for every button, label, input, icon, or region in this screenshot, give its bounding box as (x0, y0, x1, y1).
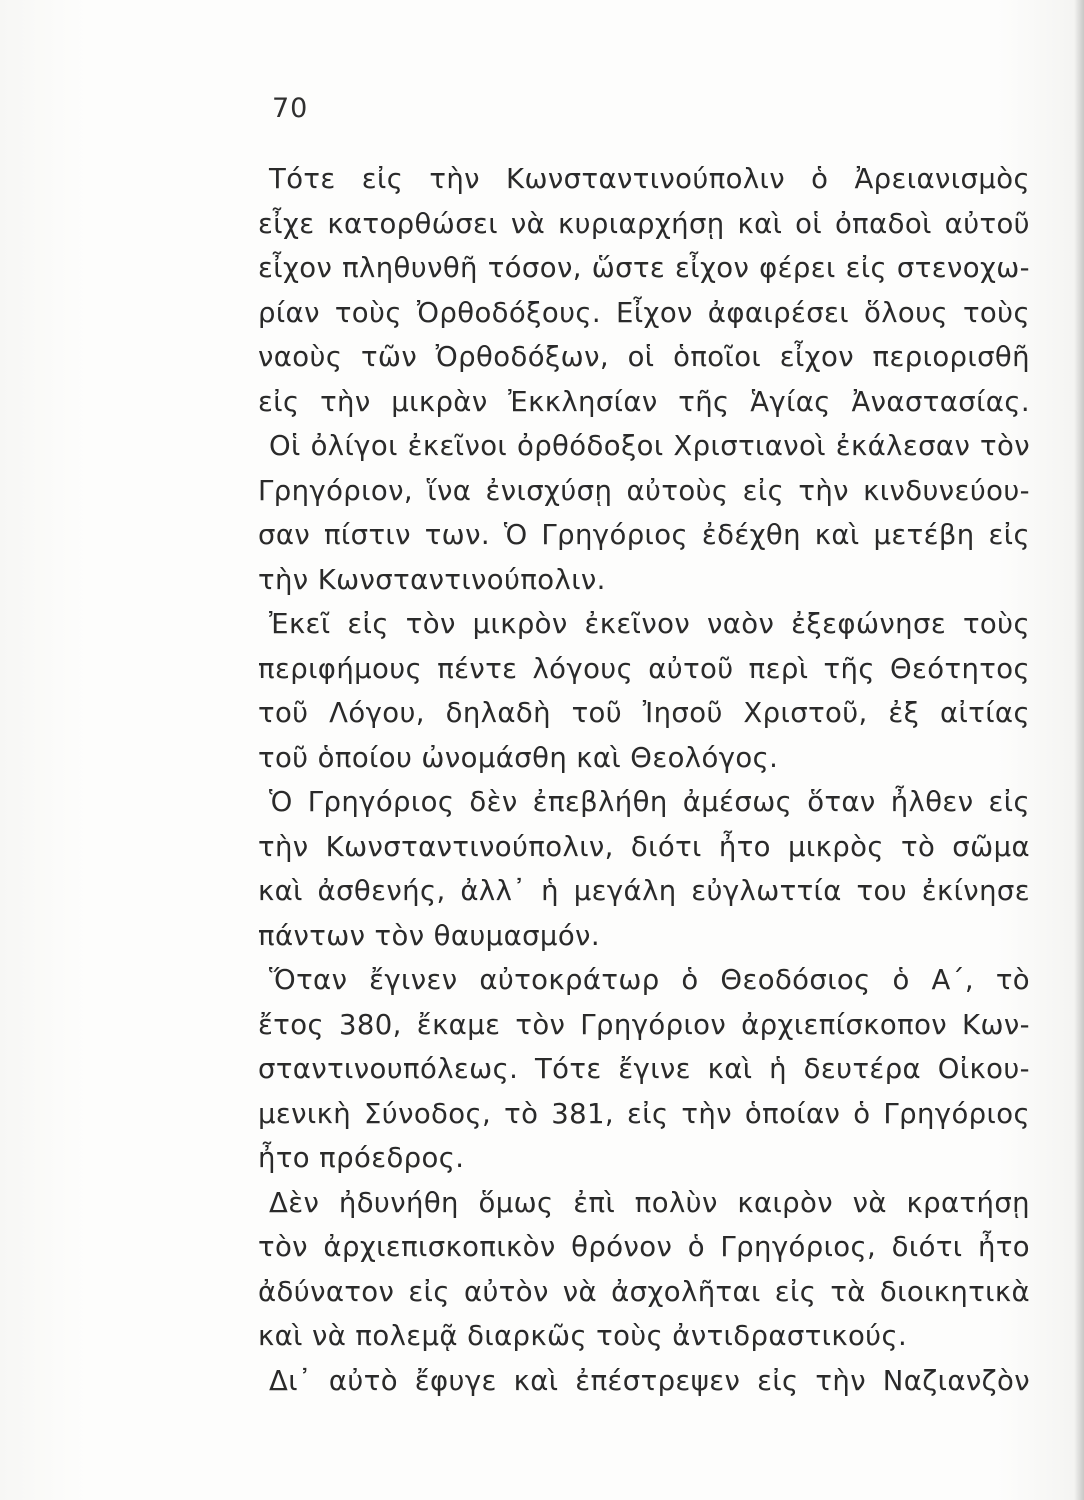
text-line: τὸν ἀρχιεπισκοπικὸν θρόνον ὁ Γρηγόριος, διότι ἦτο (258, 1231, 1030, 1263)
text-line: Γρηγόριον, ἵνα ἐνισχύσῃ αὐτοὺς εἰς τὴν κινδυνεύου- (258, 474, 1030, 507)
page-edge-shadow (1074, 0, 1084, 1500)
text-line: Τότε εἰς τὴν Κωνσταντινούπολιν ὁ Ἀρειανισμὸς (269, 163, 1030, 195)
text-line: ρίαν τοὺς Ὀρθοδόξους. Εἶχον ἀφαιρέσει ὅλους τοὺς (258, 296, 1030, 329)
text-line: τοῦ ὁποίου ὠνομάσθη καὶ Θεολόγος. (258, 741, 779, 774)
text-line: Ἐκεῖ εἰς τὸν μικρὸν ἐκεῖνον ναὸν ἐξεφώνησε τοὺς (269, 608, 1030, 640)
text-line: ἔτος 380, ἔκαμε τὸν Γρηγόριον ἀρχιεπίσκοπον Κων- (258, 1008, 1030, 1041)
text-line: σαν πίστιν των. Ὁ Γρηγόριος ἐδέχθη καὶ μετέβη εἰς (258, 519, 1030, 551)
text-line: Δὲν ἠδυνήθη ὅμως ἐπὶ πολὺν καιρὸν νὰ κρατήσῃ (269, 1186, 1030, 1219)
page-number: 70 (272, 93, 309, 124)
text-line: ναοὺς τῶν Ὀρθοδόξων, οἱ ὁποῖοι εἶχον περιορισθῆ (258, 341, 1030, 373)
text-line: περιφήμους πέντε λόγους αὐτοῦ περὶ τῆς Θεότητος (258, 652, 1030, 685)
text-line: μενικὴ Σύνοδος, τὸ 381, εἰς τὴν ὁποίαν ὁ Γρηγόριος (258, 1097, 1030, 1130)
text-line: τοῦ Λόγου, δηλαδὴ τοῦ Ἰησοῦ Χριστοῦ, ἐξ αἰτίας (258, 697, 1030, 729)
text-line: Ὅταν ἔγινεν αὐτοκράτωρ ὁ Θεοδόσιος ὁ Α΄, τὸ (269, 964, 1030, 996)
text-line: ἀδύνατον εἰς αὐτὸν νὰ ἀσχολῆται εἰς τὰ διοικητικὰ (258, 1275, 1030, 1308)
text-line: τὴν Κωνσταντινούπολιν, διότι ἦτο μικρὸς τὸ σῶμα (258, 830, 1030, 863)
text-line: καὶ νὰ πολεμᾷ διαρκῶς τοὺς ἀντιδραστικούς. (258, 1320, 908, 1352)
text-line: σταντινουπόλεως. Τότε ἔγινε καὶ ἡ δευτέρα Οἰκου- (258, 1053, 1030, 1085)
text-line: καὶ ἀσθενής, ἀλλ᾿ ἡ μεγάλη εὐγλωττία του ἐκίνησε (258, 875, 1030, 907)
text-line: εἶχε κατορθώσει νὰ κυριαρχήσῃ καὶ οἱ ὀπαδοὶ αὐτοῦ (258, 207, 1030, 240)
text-line: ἦτο πρόεδρος. (258, 1142, 465, 1174)
text-line: εἰς τὴν μικρὰν Ἐκκλησίαν τῆς Ἁγίας Ἀναστασίας. (258, 385, 1030, 418)
text-line: εἶχον πληθυνθῆ τόσον, ὥστε εἶχον φέρει εἰς στενοχω- (258, 252, 1030, 284)
text-line: Οἱ ὀλίγοι ἐκεῖνοι ὀρθόδοξοι Χριστιανοὶ ἐκάλεσαν τὸν (269, 430, 1030, 462)
text-line: τὴν Κωνσταντινούπολιν. (258, 563, 606, 596)
body-text (258, 157, 1030, 1403)
text-line: Ὁ Γρηγόριος δὲν ἐπεβλήθη ἀμέσως ὅταν ἦλθεν εἰς (269, 786, 1030, 818)
text-line: Δι᾿ αὐτὸ ἔφυγε καὶ ἐπέστρεψεν εἰς τὴν Ναζιανζὸν (269, 1364, 1030, 1397)
text-line: πάντων τὸν θαυμασμόν. (258, 919, 600, 952)
